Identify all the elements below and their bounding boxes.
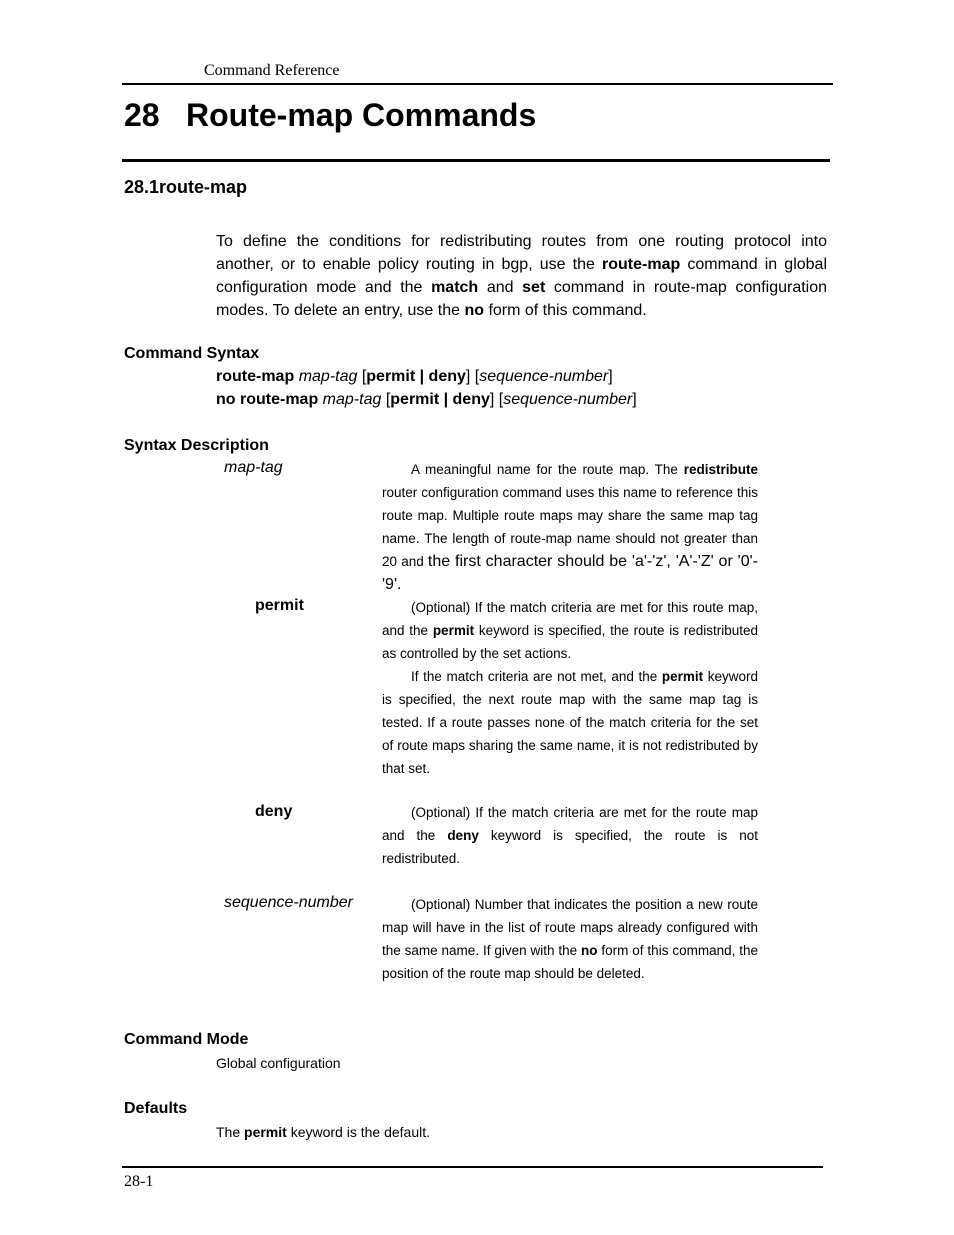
desc-map-tag [382,458,758,596]
term-label: permit [255,597,304,614]
syntax-argument: sequence-number [503,391,633,408]
desc-keyword: deny [447,828,479,843]
syntax-argument: sequence-number [479,368,609,385]
desc-sequence-number [382,893,758,985]
intro-keyword: set [522,279,546,296]
syntax-bracket: [ [357,368,367,385]
term-deny [255,803,292,821]
term-sequence-number [224,894,353,912]
desc-keyword: no [581,943,598,958]
intro-paragraph [216,230,827,322]
defaults-text [216,1124,430,1140]
intro-text: command in route-map configuration modes. To delete an entry, use the [216,279,828,319]
desc-keyword: permit [661,669,704,684]
syntax-line-1 [216,368,613,386]
syntax-bracket: [ [381,391,391,408]
term-label: map-tag [224,459,283,476]
syntax-option: permit | deny [366,368,466,385]
intro-keyword: route-map [602,256,681,273]
defaults-text-part: The [216,1124,245,1140]
term-label: deny [255,803,293,820]
term-permit [255,597,304,615]
desc-text: the first character should be 'a'-'z', 'A'-'Z' or '0'-'9'. [382,553,758,593]
desc-text: form of this command, the position of the route map should be deleted. [382,943,759,981]
footer-rule [122,1166,823,1168]
chapter-rule [122,159,830,162]
desc-keyword: redistribute [683,462,758,477]
intro-keyword: no [464,302,484,319]
syntax-option: permit | deny [390,391,490,408]
syntax-bracket: ] [ [465,368,480,385]
section-heading [124,177,247,198]
chapter-title: Route-map Commands [186,97,537,133]
command-mode-heading: Command Mode [124,1031,249,1048]
syntax-argument: map-tag [298,368,358,385]
desc-text: A meaningful name for the route map. The [411,462,684,477]
syntax-bracket: ] [608,368,613,385]
desc-text: keyword is specified, the route is not redistributed. [382,828,758,866]
desc-text: keyword is specified, the next route map with the same map tag is tested. If a route passes none of the match criteria for the set of route maps sharing the same name, it is not redistributed by that set. [382,669,758,776]
intro-text: command in global configuration mode and the [216,256,828,296]
syntax-command: no route-map [216,391,319,408]
desc-permit [382,596,758,780]
section-number: 28.1 [124,177,160,197]
command-syntax-heading: Command Syntax [124,345,260,362]
command-mode-text: Global configuration [216,1055,341,1071]
intro-keyword: match [431,279,479,296]
chapter-heading [124,97,536,134]
syntax-argument: map-tag [322,391,382,408]
page-number: 28-1 [124,1173,154,1190]
syntax-command: route-map [216,368,295,385]
desc-text: (Optional) If the match criteria are met for this route map, and the [382,600,758,638]
defaults-text-part: keyword is the default. [286,1124,430,1140]
desc-text: router configuration command uses this name to reference this route map. Multiple route maps may share the same map tag name. The length of route-map name should not greater than 20 and [382,485,758,569]
desc-text: (Optional) If the match criteria are met for the route map and the [382,805,758,843]
desc-text: keyword is specified, the route is redistributed as controlled by the set actions. [382,623,758,661]
intro-text: and [478,279,523,296]
header-rule [122,83,833,85]
syntax-bracket: ] [632,391,637,408]
term-label: sequence-number [224,894,353,911]
desc-text: (Optional) Number that indicates the position a new route map will have in the list of route maps already configured with the same name. If given with the [382,897,758,958]
syntax-bracket: ] [ [489,391,504,408]
term-map-tag [224,459,283,477]
section-title: route-map [159,177,248,197]
intro-text: To define the conditions for redistributing routes from one routing protocol into another, or to enable policy routing in bgp, use the [216,233,827,273]
defaults-keyword: permit [244,1124,287,1140]
syntax-line-2 [216,391,637,409]
chapter-number: 28 [124,97,160,133]
desc-deny [382,801,758,870]
intro-text: form of this command. [484,302,647,319]
desc-text: If the match criteria are not met, and the [411,669,662,684]
syntax-description-heading: Syntax Description [124,437,269,454]
running-header: Command Reference [204,62,340,79]
defaults-heading: Defaults [124,1100,188,1117]
desc-keyword: permit [432,623,475,638]
